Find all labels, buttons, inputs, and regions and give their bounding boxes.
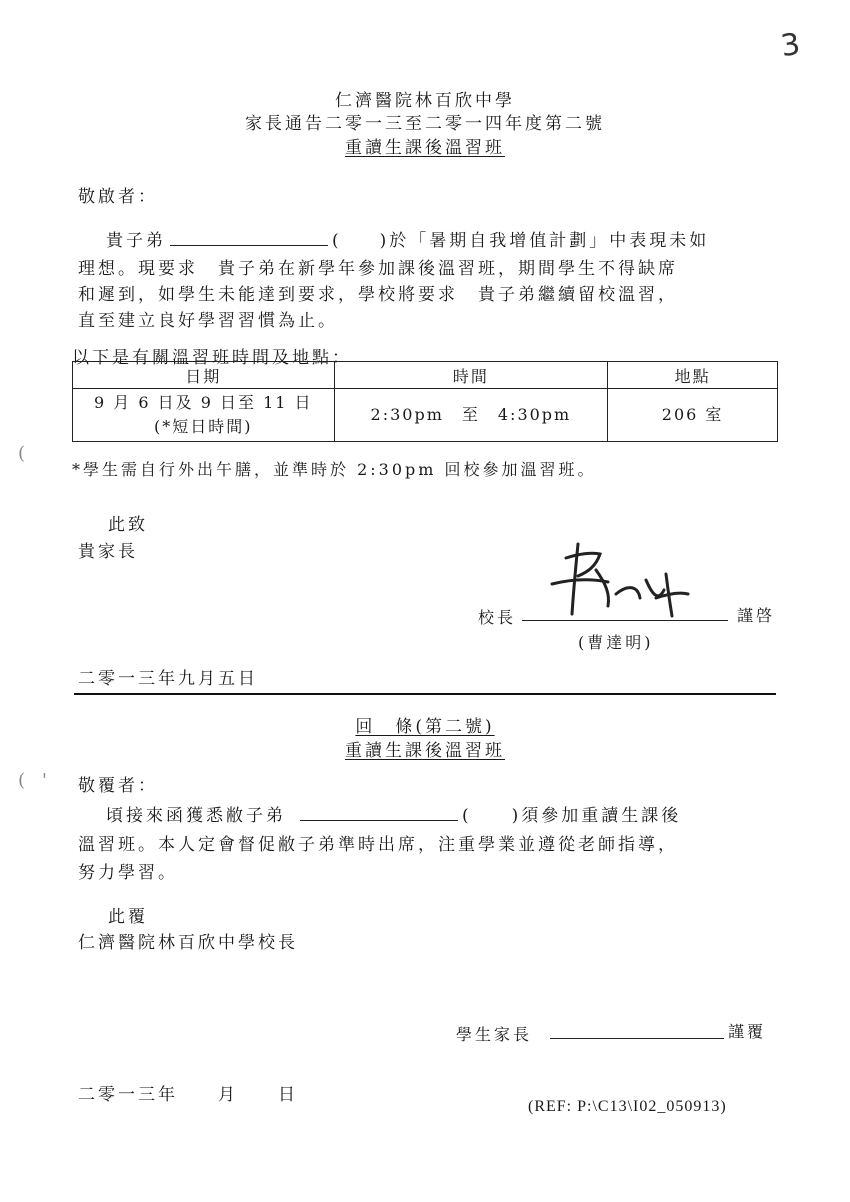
parent-signature-line[interactable] <box>550 1038 724 1039</box>
salutation: 敬啟者： <box>78 187 158 207</box>
reference-code: (REF: P:\C13\I02_050913) <box>528 1098 727 1115</box>
principal-name: (曹達明) <box>578 633 654 652</box>
reply-fu: 此覆 <box>108 907 148 927</box>
respectfully: 謹啓 <box>737 606 776 625</box>
reply-line-3: 努力學習。 <box>78 863 178 883</box>
reply-recipient: 仁濟醫院林百欣中學校長 <box>78 933 298 953</box>
principal-label: 校長 <box>478 608 517 627</box>
page-number: 3 <box>778 26 803 65</box>
closing-recipient: 貴家長 <box>78 542 138 562</box>
notice-subject: 重讀生課後溫習班 <box>345 138 505 158</box>
reply-respond: 謹覆 <box>728 1022 767 1041</box>
header-place: 地點 <box>608 362 778 389</box>
parent-label: 學生家長 <box>456 1025 533 1044</box>
reply-line-2: 溫習班。本人定會督促敝子弟準時出席，注重學業並遵從老師指導， <box>78 835 678 855</box>
schedule-table <box>72 361 778 442</box>
school-name: 仁濟醫院林百欣中學 <box>335 91 515 111</box>
footnote: *學生需自行外出午膳，並準時於 2:30pm 回校參加溫習班。 <box>72 460 597 479</box>
reply-line-1: 頃接來函獲悉敝子弟 ( )須參加重讀生課後 <box>106 806 682 826</box>
paragraph-line-4: 直至建立良好學習習慣為止。 <box>78 311 338 331</box>
reply-salutation: 敬覆者： <box>78 776 158 796</box>
punch-hole-mark-2: ( <box>18 770 26 791</box>
paragraph-line-1: 貴子弟 ( )於「暑期自我增值計劃」中表現未如 <box>106 231 710 251</box>
table-intro: 以下是有關溫習班時間及地點： <box>72 348 352 368</box>
header-time: 時間 <box>334 362 608 389</box>
punch-hole-mark-3: ' <box>42 770 47 791</box>
reply-date: 二零一三年 月 日 <box>78 1085 298 1105</box>
tear-off-line <box>74 693 776 695</box>
reply-title: 回 條(第二號) <box>355 717 495 737</box>
notice-date: 二零一三年九月五日 <box>78 669 258 689</box>
reply-subject: 重讀生課後溫習班 <box>345 741 505 761</box>
header-date: 日期 <box>73 362 335 389</box>
paragraph-line-2: 理想。現要求 貴子弟在新學年參加課後溫習班，期間學生不得缺席 <box>78 259 678 279</box>
cell-time: 2:30pm 至 4:30pm <box>334 389 608 442</box>
closing-zhi: 此致 <box>108 515 148 535</box>
principal-signature-line <box>522 620 728 621</box>
principal-signature <box>548 524 698 624</box>
paragraph-line-3: 和遲到，如學生未能達到要求，學校將要求 貴子弟繼續留校溫習， <box>78 285 678 305</box>
cell-place: 206 室 <box>608 389 778 442</box>
notice-number: 家長通告二零一三至二零一四年度第二號 <box>245 114 605 134</box>
cell-date: 9 月 6 日及 9 日至 11 日 (*短日時間) <box>73 389 335 442</box>
student-name-blank <box>170 231 328 246</box>
punch-hole-mark: ( <box>18 443 26 464</box>
reply-student-name-blank[interactable] <box>300 806 458 821</box>
